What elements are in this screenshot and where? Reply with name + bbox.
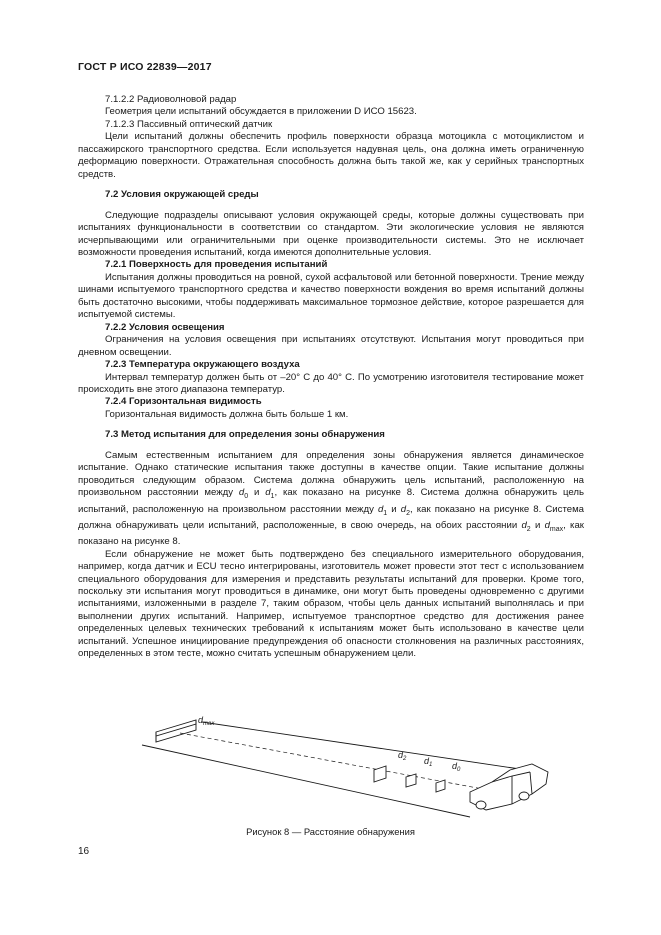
label-d2: $d_2$ [398,750,407,762]
subsection-heading-7-2-3: 7.2.3 Температура окружающего воздуха [105,359,300,371]
label-d0: $d_0$ [452,761,461,773]
subsection-heading-7-2-1: 7.2.1 Поверхность для проведения испытаний [105,259,328,271]
paragraph: Горизонтальная видимость должна быть больше 1 км. [105,408,349,420]
subsection-heading-7-2-2: 7.2.2 Условия освещения [105,321,225,333]
target-d0 [436,780,445,792]
figure-detection-distance [140,712,560,822]
paragraph: Ограничения на условия освещения при испытаниях отсутствуют. Испытания могут проводиться при дневном освещении. [78,334,584,358]
paragraph-detection-method: Самым естественным испытанием для определения зоны обнаружения является динамическое испытание. Однако статические испытания также доступны в качестве опции. Такие испытание должны проводиться следующим образом. Система должна обнаружить цель испытаний, расположенную на произвольном расстоянии между $d_0$ и $d_1$, как показано на рисунке 8. Система должна обнаружить цель испытаний, расположенную на произвольном расстоянии между $d_1$ и $d_2$, как показано на рисунке 8. Система должна обнаруживать цели испытаний, расположенные, в свою очередь, на обоих расстоянии $d_2$ и $d_{max}$, как показано на рисунке 8. [78,449,585,548]
paragraph: Цели испытаний должны обеспечить профиль поверхности образца мотоцикла с мотоциклистом и пассажирского транспортного средства. Если используется надувная цель, она должна иметь ограниченную деформацию поверхности. Отражательная способность должна быть такой же, как у серийных транспортных средств. [78,131,584,180]
road-edge-bottom [142,745,470,817]
paragraph: Геометрия цели испытаний обсуждается в приложении D ИСО 15623. [105,106,417,118]
road-edge-top [202,722,540,772]
figure-caption: Рисунок 8 — Расстояние обнаружения [246,826,415,837]
section-heading-7-3: 7.3 Метод испытания для определения зоны обнаружения [105,429,385,441]
target-d1 [406,774,416,787]
document-header: ГОСТ Р ИСО 22839—2017 [78,61,212,73]
paragraph: Испытания должны проводиться на ровной, сухой асфальтовой или бетонной поверхности. Трение между шинами испытуемого транспортного средства и качество поверхности вождения во время испытаний должны быть достаточно высокими, чтобы поддерживать максимальное тормозное действие, которое разрешается для испытуемой системы. [78,271,584,321]
subsection-heading-7-2-4: 7.2.4 Горизонтальная видимость [105,396,262,408]
test-vehicle-outline [470,764,548,810]
subsection-7-1-2-3: 7.1.2.3 Пассивный оптический датчик [105,118,273,130]
target-d2 [374,766,386,782]
paragraph: Интервал температур должен быть от –20° С до 40° С. По усмотрению изготовителя тестирование может происходить вне этого диапазона температур. [78,371,584,395]
page-number: 16 [78,846,90,857]
section-heading-7-2: 7.2 Условия окружающей среды [105,189,259,201]
page-content [78,94,584,661]
paragraph: Следующие подразделы описывают условия окружающей среды, которые должны существовать при испытаниях функциональности в соответствии со стандартом. Эти экологические условия не являются исчерпывающими или ограничительными при оценке производительности системы. Это не исключает возможности проведения испытаний, когда имеются дополнительные условия. [78,209,584,258]
subsection-7-1-2-2: 7.1.2.2 Радиоволновой радар [105,94,237,105]
label-dmax: $d_{max}$ [198,715,215,727]
label-d1: $d_1$ [424,756,433,768]
target-dmax [156,720,196,742]
road-centerline [180,733,510,794]
paragraph: Если обнаружение не может быть подтверждено без специального измерительного оборудования, например, когда датчик и ECU тесно интегрированы, изготовитель может провести этот тест с использованием специального оборудования для измерения и представить результаты испытаний для проверки. Кроме того, поскольку эти испытания могут проводиться в динамике, они могут быть проведены одновременно с другими испытаниями, изложенными в разделе 7, таким образом, чтобы цель данных испытаний выполнялась и при выполнении других испытаний. Например, испытуемое транспортное средство для достижения ранее определенных целевых технических требований к испытаниям может быть использовано в качестве цели испытаний. Успешное инициирование предупреждения об опасности столкновения на различных расстояниях, определенных в этом тесте, можно считать успешным обнаружением цели. [78,548,584,660]
